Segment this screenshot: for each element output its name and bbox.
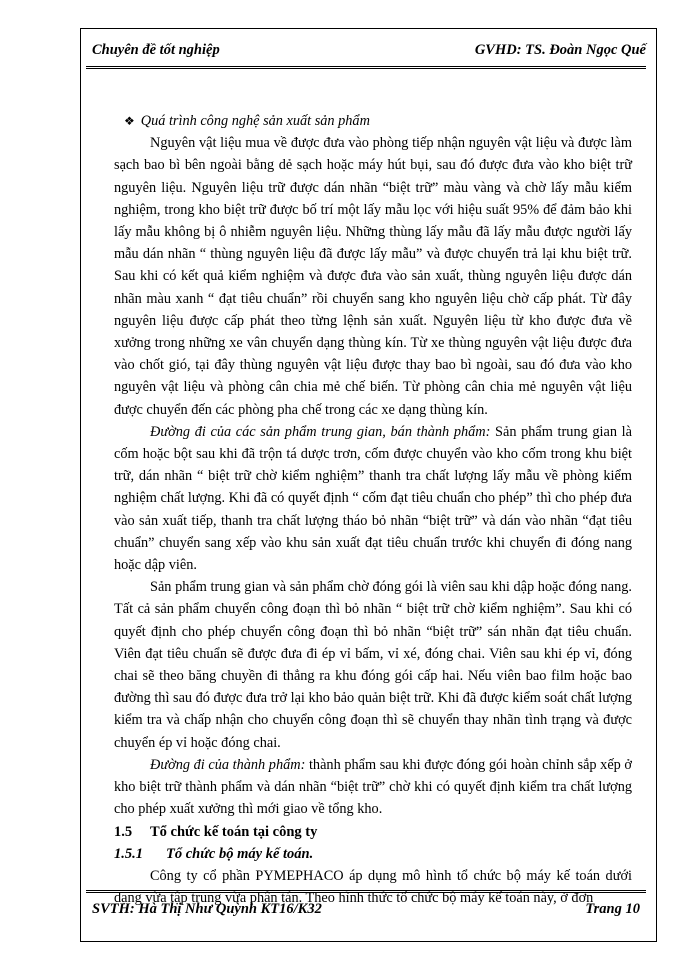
bullet-heading-text: Quá trình công nghệ sản xuất sản phẩm (140, 113, 370, 129)
footer-student: SVTH: Hà Thị Như Quỳnh KT16/K32 (92, 901, 322, 917)
paragraph-packaging: Sản phẩm trung gian và sản phẩm chờ đóng gói là viên sau khi dập hoặc đóng nang. Tất cả sản phẩm chuyển công đoạn thì bỏ nhãn “ biệt trữ chờ kiểm nghiệm”. Sau khi có quyết định cho phép chuyển công đoạn thì bỏ nhãn “biệt trữ” sán nhãn đạt tiêu chuẩn. Viên đạt tiêu chuẩn sẽ được đưa đi ép vỉ bấm, vỉ xé, đóng chai. Viên sau khi ép vỉ, đóng chai sẽ theo băng chuyền đi thẳng ra khu đóng gói cấp hai. Nếu viên bao film hoặc bao đường thì sau đó được đưa trở lại kho bảo quản biệt trữ. Khi đã được kiểm soát chất lượng kiểm tra và chấp nhận cho chuyển công đoạn thì sẽ chuyển thay nhãn tình trạng và được chuyển ép vỉ hoặc đóng chai. (114, 579, 632, 751)
paragraph-lead-italic: Đường đi của các sản phẩm trung gian, bán thành phẩm: (150, 423, 491, 440)
page-footer (86, 901, 646, 923)
paragraph-accounting-org: Công ty cổ phần PYMEPHACO áp dụng mô hình tổ chức bộ máy kế toán dưới dạng vừa tập trung vừa phân tán. Theo hình thức tổ chức bộ máy kế toán này, ở đơn (114, 867, 632, 907)
subsection-title: Tổ chức bộ máy kế toán. (166, 845, 314, 862)
section-number: 1.5 (114, 823, 133, 840)
page-body (114, 110, 632, 909)
paragraph-finished-goods (114, 754, 632, 821)
section-heading-1-5 (114, 821, 632, 843)
page-number: Trang 10 (585, 901, 640, 917)
page-header (86, 40, 646, 62)
diamond-bullet-icon: ❖ (124, 114, 135, 128)
header-title: Chuyên đề tốt nghiệp (92, 42, 220, 58)
header-divider (86, 66, 646, 69)
paragraph-text: thành phẩm sau khi được đóng gói hoàn chỉnh sắp xếp ở kho biệt trữ thành phẩm và dán nhãn “biệt trữ” chờ khi có quyết định kiểm tra chất lượng cho phép xuất xưởng thì mới giao về tổng kho. (114, 756, 632, 818)
section-bullet-heading (114, 110, 632, 132)
paragraph-intermediate-products (114, 421, 632, 576)
paragraph-text: Sản phẩm trung gian là cốm hoặc bột sau khi đã trộn tá dược trơn, cốm được chuyển vào kho cốm trong khu biệt trữ, dán nhãn “ biệt trữ chờ kiểm nghiệm” thanh tra chất lượng lấy mẫu về phòng kiểm nghiệm chất lượng. Khi đã có quyết định “ cốm đạt tiêu chuẩn cho phép” thì cho phép đưa vào sản xuất tiếp, thanh tra chất lượng tháo bỏ nhãn “biệt trữ” và dán vào nhãn “đạt tiêu chuẩn” chuyển sang xếp vào khu sản xuất đạt tiêu chuẩn trước khi chuyển đi đóng nang hoặc dập viên. (114, 423, 632, 574)
header-advisor: GVHD: TS. Đoàn Ngọc Quế (474, 42, 646, 58)
section-title: Tổ chức kế toán tại công ty (150, 823, 318, 840)
paragraph-lead-italic: Đường đi của thành phẩm: (150, 756, 306, 773)
subsection-heading-1-5-1 (114, 843, 632, 865)
footer-divider (86, 890, 646, 893)
subsection-number: 1.5.1 (114, 845, 143, 862)
paragraph-raw-materials: Nguyên vật liệu mua về được đưa vào phòng tiếp nhận nguyên vật liệu và được làm sạch bao bì bên ngoài bằng dẻ sạch hoặc máy hút bụi, sau đó được đưa vào kho biệt trữ nguyên liệu. Nguyên liệu trữ được dán nhãn “biệt trữ” màu vàng và chờ lấy mẫu kiểm nghiệm, trong kho biệt trữ được bố trí một lấy mẫu lọc với hiệu suất 95% để đảm bảo khi lấy mẫu không bị ô nhiễm nguyên liệu. Những thùng lấy mẫu đã lấy mẫu được người lấy mẫu dán nhãn “ thùng nguyên liệu đã được lấy mẫu” và được chuyển trả lại khu biệt trữ. Sau khi có kết quả kiểm nghiệm và được đưa vào sản xuất, thùng nguyên liệu được dán nhãn màu xanh “ đạt tiêu chuẩn” rồi chuyển sang kho nguyên liệu chờ cấp phát. Từ đây nguyên liệu được cấp phát theo từng lệnh sản xuất. Nguyên liệu từ kho được đưa về xưởng trong những xe vân chuyển dạng thùng kín. Từ xe thùng nguyên vật liệu được đưa vào chốt gió, tại đây thùng nguyên vật liệu được thay bao bì ngoài, sau đó đưa vào kho nguyên vật liệu và phòng cân chia mẻ chế biến. Từ phòng cân chia mẻ nguyên vật liệu được chuyển đến các phòng pha chế trong các xe dạng thùng kín. (114, 135, 632, 418)
